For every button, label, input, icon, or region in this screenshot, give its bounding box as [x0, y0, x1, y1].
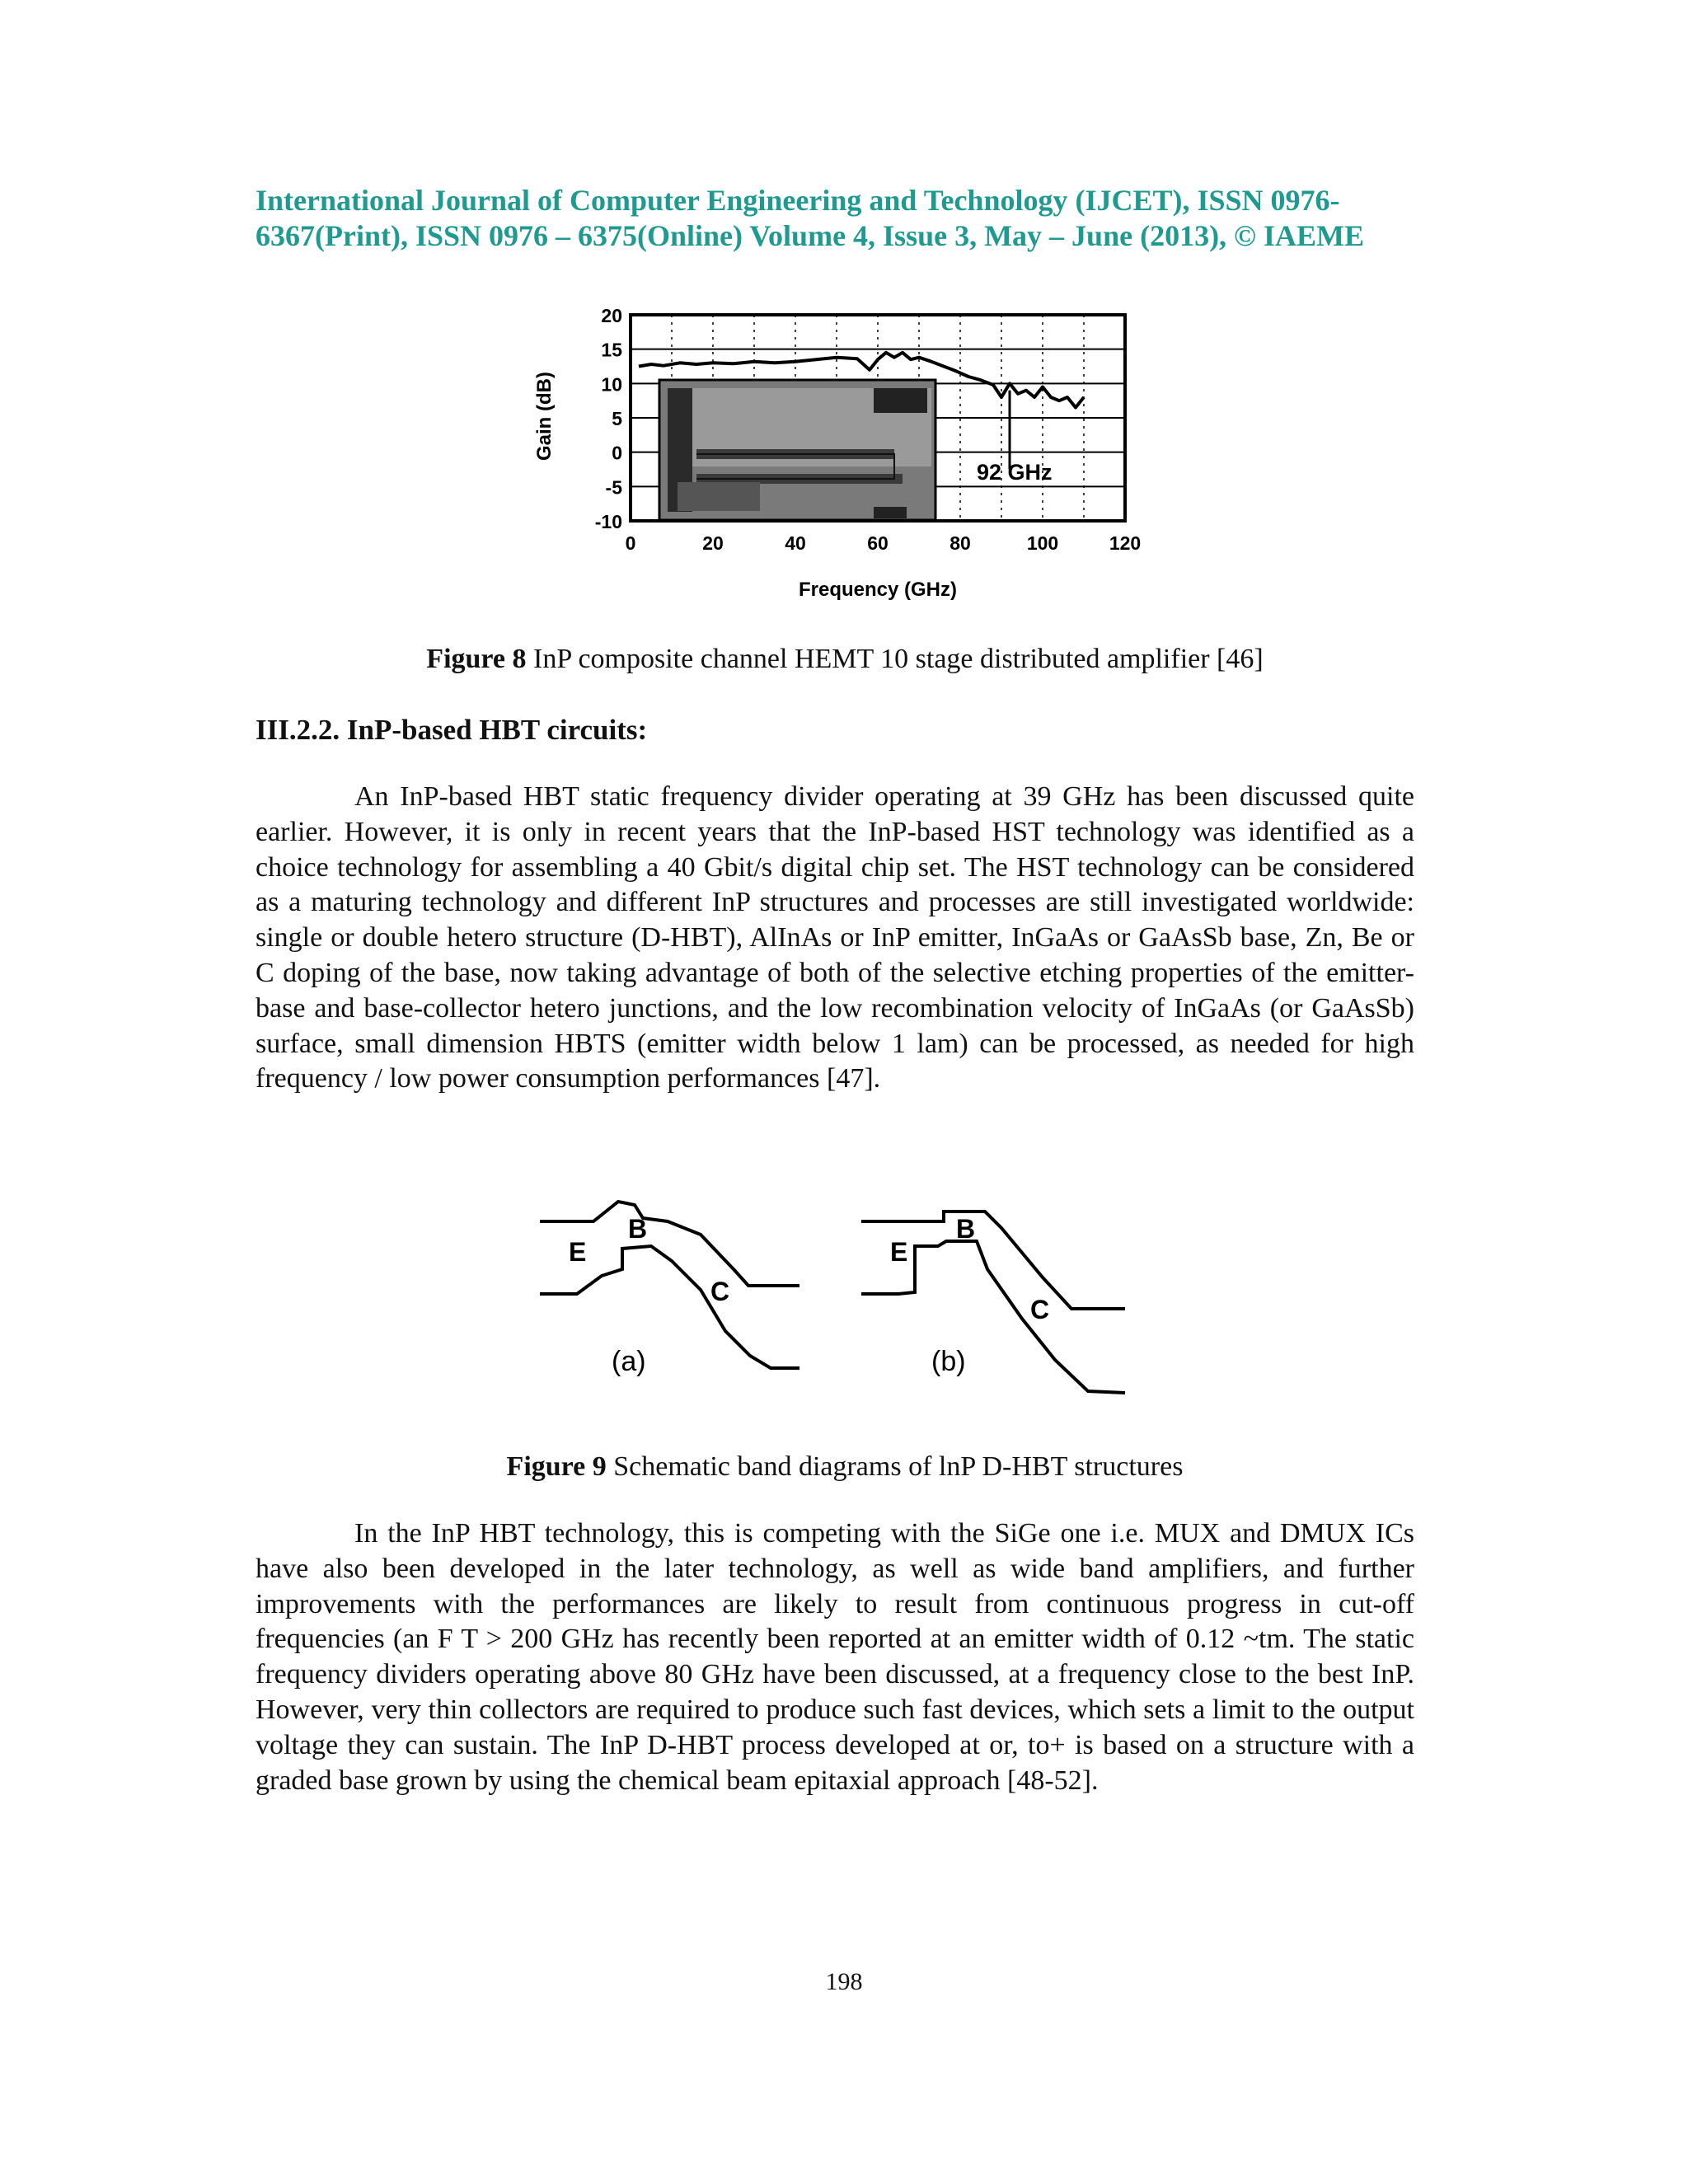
y-tick-label: 15 [601, 339, 622, 361]
y-axis-label: Gain (dB) [533, 372, 556, 461]
figure-8-caption-text: InP composite channel HEMT 10 stage distributed amplifier [46] [526, 644, 1264, 674]
chip-photo-inset [659, 380, 935, 520]
label-c-b: C [1030, 1295, 1050, 1324]
section-heading: III.2.2. InP-based HBT circuits: [256, 714, 648, 746]
label-c-a: C [710, 1277, 730, 1306]
figure-9-caption-text: Schematic band diagrams of lnP D-HBT structures [606, 1451, 1184, 1482]
band-diagram-a [540, 1202, 799, 1368]
figure-8-chart [519, 293, 1162, 614]
label-b: (b) [931, 1346, 966, 1377]
x-tick-label: 0 [625, 532, 636, 554]
y-tick-label: 0 [612, 442, 622, 464]
journal-header-line-2: 6367(Print), ISSN 0976 – 6375(Online) Volume 4, Issue 3, May – June (2013), © IAEME [256, 219, 1364, 252]
y-tick-label: -5 [605, 476, 622, 499]
journal-header-line-1: International Journal of Computer Engineering and Technology (IJCET), ISSN 0976- [256, 184, 1340, 217]
figure-9-caption [256, 1451, 1434, 1483]
x-tick-label: 120 [1109, 532, 1142, 554]
x-tick-label: 80 [950, 532, 971, 554]
x-tick-label: 40 [785, 532, 806, 554]
x-tick-label: 20 [702, 532, 724, 554]
paragraph-2: In the InP HBT technology, this is competing with the SiGe one i.e. MUX and DMUX ICs have also been developed in the later technology, as well as wide band amplifiers, and further improvements with the performances are likely to result from continuous progress in cut-off frequencies (an F T > 200 GHz has recently been reported at an emitter width of 0.12 ~tm. The static frequency dividers operating above 80 GHz have been discussed, at a frequency close to the best InP. However, very thin collectors are required to produce such fast devices, which sets a limit to the output voltage they can sustain. The InP D-HBT process developed at or, to+ is based on a structure with a graded base grown by using the chemical beam epitaxial approach [48-52]. [256, 1518, 1414, 1796]
y-tick-label: 10 [601, 373, 622, 396]
figure-9-label: Figure 9 [506, 1451, 607, 1482]
figure-8-caption [256, 643, 1434, 676]
annotation-92ghz: 92 GHz [977, 460, 1053, 485]
label-b-b: B [956, 1214, 976, 1244]
figure-9-diagram [528, 1187, 1146, 1409]
journal-header [256, 183, 1434, 254]
x-axis-label: Frequency (GHz) [798, 579, 958, 601]
y-tick-label: -10 [594, 511, 622, 532]
page-number: 198 [825, 1968, 863, 1995]
y-tick-labels [595, 305, 622, 532]
figure-8-label: Figure 8 [426, 644, 527, 674]
label-b-a: B [628, 1214, 648, 1244]
x-tick-label: 100 [1026, 532, 1059, 554]
label-a: (a) [612, 1346, 646, 1377]
label-e-b: E [890, 1237, 908, 1267]
paragraph-1: An InP-based HBT static frequency divider operating at 39 GHz has been discussed quite earlier. However, it is only in recent years that the InP-based HST technology was identified as a choice technology for assembling a 40 Gbit/s digital chip set. The HST technology can be considered as a maturing technology and different InP structures and processes are still investigated worldwide: single or double hetero structure (D-HBT), AlInAs or InP emitter, InGaAs or GaAsSb base, Zn, Be or C doping of the base, now taking advantage of both of the selective etching properties of the emitter-base and base-collector hetero junctions, and the low recombination velocity of InGaAs (or GaAsSb) surface, small dimension HBTS (emitter width below 1 lam) can be processed, as needed for high frequency / low power consumption performances [47]. [256, 781, 1414, 1094]
x-tick-label: 60 [867, 532, 889, 554]
y-tick-label: 5 [612, 408, 622, 429]
y-tick-label: 20 [601, 305, 622, 326]
x-tick-labels [626, 532, 1142, 554]
label-e-a: E [569, 1237, 587, 1267]
